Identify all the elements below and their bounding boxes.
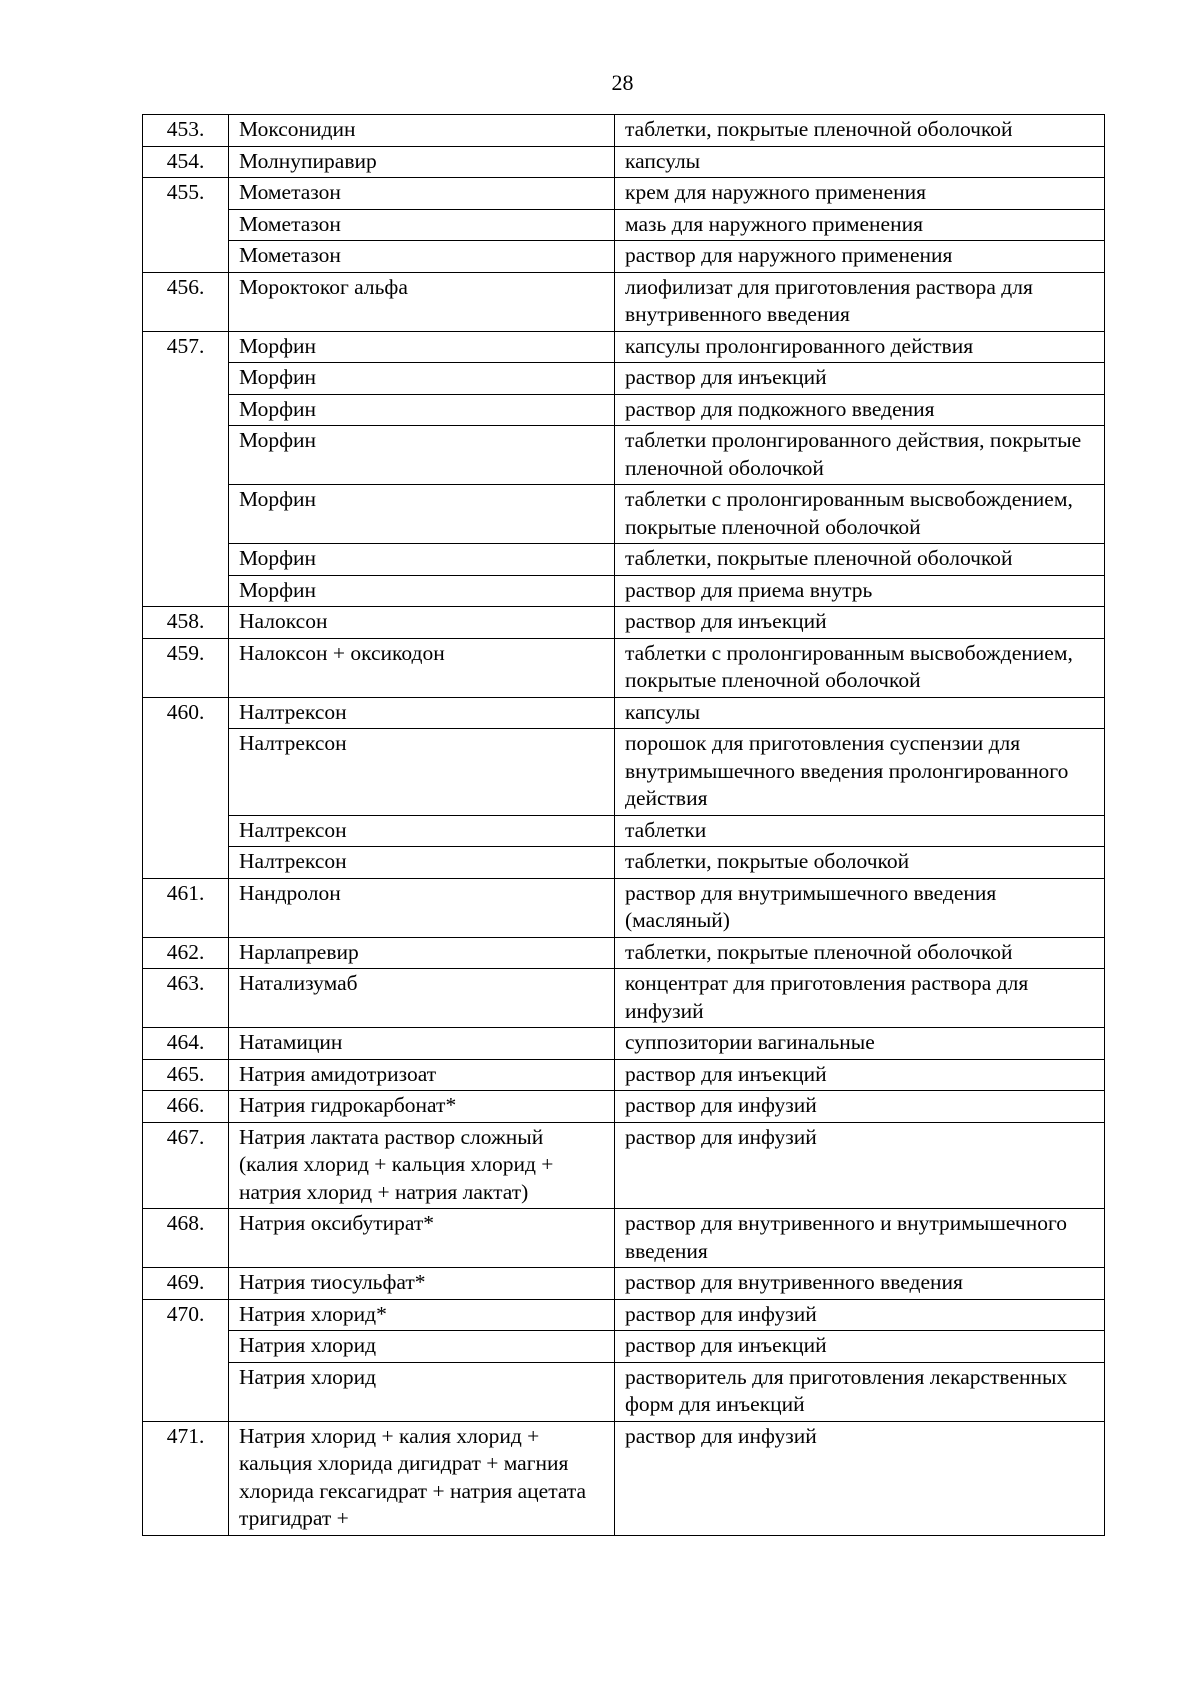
table-row: [143, 272, 1105, 331]
row-number: 457.: [143, 331, 229, 607]
table-row: [143, 209, 1105, 241]
drug-name: Налтрексон: [229, 815, 615, 847]
drug-name: Молнупиравир: [229, 146, 615, 178]
drug-name: Натализумаб: [229, 969, 615, 1028]
table-row: [143, 146, 1105, 178]
drug-name: Нандролон: [229, 878, 615, 937]
table-row: [143, 1421, 1105, 1535]
drug-name: Мометазон: [229, 241, 615, 273]
drug-name: Мометазон: [229, 209, 615, 241]
table-row: [143, 697, 1105, 729]
dosage-form: таблетки с пролонгированным высвобождением, покрытые пленочной оболочкой: [615, 485, 1105, 544]
dosage-form: раствор для внутривенного введения: [615, 1268, 1105, 1300]
row-number: 469.: [143, 1268, 229, 1300]
table-row: [143, 937, 1105, 969]
dosage-form: раствор для инъекций: [615, 363, 1105, 395]
dosage-form: раствор для инъекций: [615, 1331, 1105, 1363]
row-number: 453.: [143, 115, 229, 147]
dosage-form: таблетки, покрытые оболочкой: [615, 847, 1105, 879]
dosage-form: раствор для наружного применения: [615, 241, 1105, 273]
dosage-form: раствор для внутримышечного введения (масляный): [615, 878, 1105, 937]
table-row: [143, 1028, 1105, 1060]
dosage-form: раствор для инфузий: [615, 1299, 1105, 1331]
dosage-form: мазь для наружного применения: [615, 209, 1105, 241]
dosage-form: раствор для инфузий: [615, 1122, 1105, 1209]
table-row: [143, 178, 1105, 210]
dosage-form: капсулы: [615, 146, 1105, 178]
table-row: [143, 815, 1105, 847]
row-number: 462.: [143, 937, 229, 969]
row-number: 460.: [143, 697, 229, 878]
table-row: [143, 575, 1105, 607]
dosage-form: таблетки: [615, 815, 1105, 847]
table-row: [143, 878, 1105, 937]
dosage-form: раствор для инъекций: [615, 607, 1105, 639]
drug-name: Морфин: [229, 394, 615, 426]
drug-table: [142, 114, 1105, 1536]
row-number: 454.: [143, 146, 229, 178]
page-number: 28: [611, 70, 634, 95]
dosage-form: раствор для инфузий: [615, 1421, 1105, 1535]
row-number: 456.: [143, 272, 229, 331]
row-number: 471.: [143, 1421, 229, 1535]
dosage-form: растворитель для приготовления лекарственных форм для инъекций: [615, 1362, 1105, 1421]
dosage-form: таблетки, покрытые пленочной оболочкой: [615, 937, 1105, 969]
table-body: [143, 115, 1105, 1536]
table-row: [143, 729, 1105, 816]
table-row: [143, 1122, 1105, 1209]
dosage-form: раствор для внутривенного и внутримышечного введения: [615, 1209, 1105, 1268]
row-number: 467.: [143, 1122, 229, 1209]
drug-name: Моксонидин: [229, 115, 615, 147]
dosage-form: концентрат для приготовления раствора для инфузий: [615, 969, 1105, 1028]
dosage-form: лиофилизат для приготовления раствора для внутривенного введения: [615, 272, 1105, 331]
dosage-form: таблетки, покрытые пленочной оболочкой: [615, 115, 1105, 147]
table-row: [143, 1331, 1105, 1363]
drug-name: Натрия хлорид*: [229, 1299, 615, 1331]
drug-name: Налтрексон: [229, 847, 615, 879]
table-row: [143, 1209, 1105, 1268]
dosage-form: раствор для подкожного введения: [615, 394, 1105, 426]
dosage-form: крем для наружного применения: [615, 178, 1105, 210]
row-number: 461.: [143, 878, 229, 937]
row-number: 455.: [143, 178, 229, 273]
table-row: [143, 1268, 1105, 1300]
drug-name: Натрия хлорид + калия хлорид + кальция хлорида дигидрат + магния хлорида гексагидрат + натрия ацетата тригидрат +: [229, 1421, 615, 1535]
dosage-form: суппозитории вагинальные: [615, 1028, 1105, 1060]
row-number: 458.: [143, 607, 229, 639]
drug-name: Натрия хлорид: [229, 1331, 615, 1363]
dosage-form: раствор для приема внутрь: [615, 575, 1105, 607]
row-number: 463.: [143, 969, 229, 1028]
dosage-form: порошок для приготовления суспензии для внутримышечного введения пролонгированного действия: [615, 729, 1105, 816]
drug-name: Натамицин: [229, 1028, 615, 1060]
table-row: [143, 1091, 1105, 1123]
dosage-form: капсулы: [615, 697, 1105, 729]
dosage-form: таблетки, покрытые пленочной оболочкой: [615, 544, 1105, 576]
table-row: [143, 638, 1105, 697]
dosage-form: таблетки пролонгированного действия, покрытые пленочной оболочкой: [615, 426, 1105, 485]
drug-name: Морфин: [229, 485, 615, 544]
row-number: 459.: [143, 638, 229, 697]
drug-name: Нарлапревир: [229, 937, 615, 969]
table-row: [143, 115, 1105, 147]
drug-name: Натрия хлорид: [229, 1362, 615, 1421]
table-row: [143, 241, 1105, 273]
drug-name: Морфин: [229, 363, 615, 395]
drug-name: Морфин: [229, 575, 615, 607]
drug-name: Натрия тиосульфат*: [229, 1268, 615, 1300]
drug-name: Налтрексон: [229, 729, 615, 816]
table-row: [143, 847, 1105, 879]
row-number: 466.: [143, 1091, 229, 1123]
dosage-form: раствор для инфузий: [615, 1091, 1105, 1123]
drug-name: Налоксон: [229, 607, 615, 639]
row-number: 468.: [143, 1209, 229, 1268]
table-row: [143, 607, 1105, 639]
dosage-form: капсулы пролонгированного действия: [615, 331, 1105, 363]
table-row: [143, 485, 1105, 544]
table-row: [143, 969, 1105, 1028]
drug-name: Налоксон + оксикодон: [229, 638, 615, 697]
drug-name: Натрия оксибутират*: [229, 1209, 615, 1268]
drug-name: Морфин: [229, 426, 615, 485]
table-row: [143, 331, 1105, 363]
table-row: [143, 1299, 1105, 1331]
drug-name: Налтрексон: [229, 697, 615, 729]
table-row: [143, 1059, 1105, 1091]
row-number: 464.: [143, 1028, 229, 1060]
table-row: [143, 426, 1105, 485]
table-row: [143, 544, 1105, 576]
drug-name: Морфин: [229, 331, 615, 363]
row-number: 470.: [143, 1299, 229, 1421]
table-row: [143, 363, 1105, 395]
drug-name: Натрия амидотризоат: [229, 1059, 615, 1091]
table-row: [143, 394, 1105, 426]
drug-name: Мороктоког альфа: [229, 272, 615, 331]
drug-name: Натрия гидрокарбонат*: [229, 1091, 615, 1123]
drug-name: Натрия лактата раствор сложный (калия хлорид + кальция хлорид + натрия хлорид + натрия лактат): [229, 1122, 615, 1209]
drug-name: Морфин: [229, 544, 615, 576]
dosage-form: раствор для инъекций: [615, 1059, 1105, 1091]
row-number: 465.: [143, 1059, 229, 1091]
dosage-form: таблетки с пролонгированным высвобождением, покрытые пленочной оболочкой: [615, 638, 1105, 697]
table-row: [143, 1362, 1105, 1421]
drug-name: Мометазон: [229, 178, 615, 210]
